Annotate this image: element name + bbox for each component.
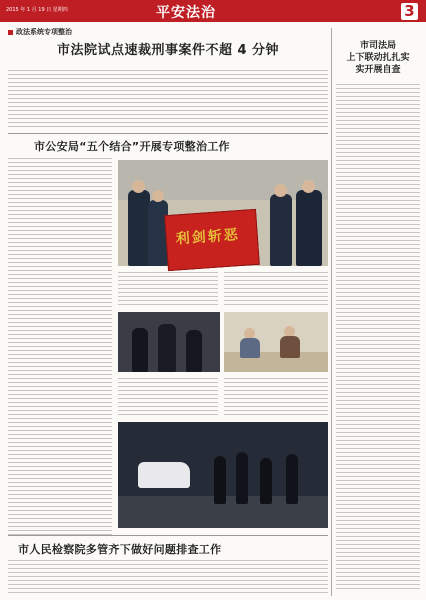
divider — [8, 133, 328, 134]
sidebar-headline-line: 市司法局 — [359, 41, 396, 51]
second-article-right-column — [224, 272, 328, 308]
sidebar-headline-line: 上下联动扎扎实 — [346, 53, 410, 63]
banner-text: 利剑斩恶 — [175, 227, 241, 248]
section-marker-icon — [8, 30, 13, 35]
second-article-lower-right — [224, 378, 328, 418]
lead-headline: 市法院试点速裁刑事案件不超 4 分钟 — [56, 43, 280, 58]
second-article-left-column — [8, 158, 112, 536]
masthead-bar — [0, 0, 426, 22]
third-headline: 市人民检察院多管齐下做好问题排查工作 — [18, 543, 222, 556]
third-article-body — [8, 560, 328, 596]
lead-article-body — [8, 70, 328, 128]
column-divider — [331, 28, 332, 596]
page-number: 3 — [401, 3, 418, 20]
masthead-date: 2015 年 1 月 19 日 星期四 — [6, 7, 68, 13]
second-headline: 市公安局“五个结合”开展专项整治工作 — [34, 140, 230, 153]
sidebar-headline — [336, 40, 420, 76]
sidebar-headline-line: 实开展自查 — [355, 65, 401, 75]
section-label — [8, 27, 72, 37]
divider — [8, 535, 328, 536]
second-article-lower-mid — [118, 378, 218, 418]
masthead-title: 平安法治 — [156, 5, 216, 21]
second-article-mid-column — [118, 272, 218, 308]
photo-meeting-room — [224, 312, 328, 372]
photo-police-patrol — [118, 312, 220, 372]
sidebar-body — [336, 84, 420, 592]
red-banner — [164, 209, 260, 271]
photo-night-checkpoint — [118, 422, 328, 528]
section-label-text: 政法系统专项整治 — [16, 28, 72, 36]
